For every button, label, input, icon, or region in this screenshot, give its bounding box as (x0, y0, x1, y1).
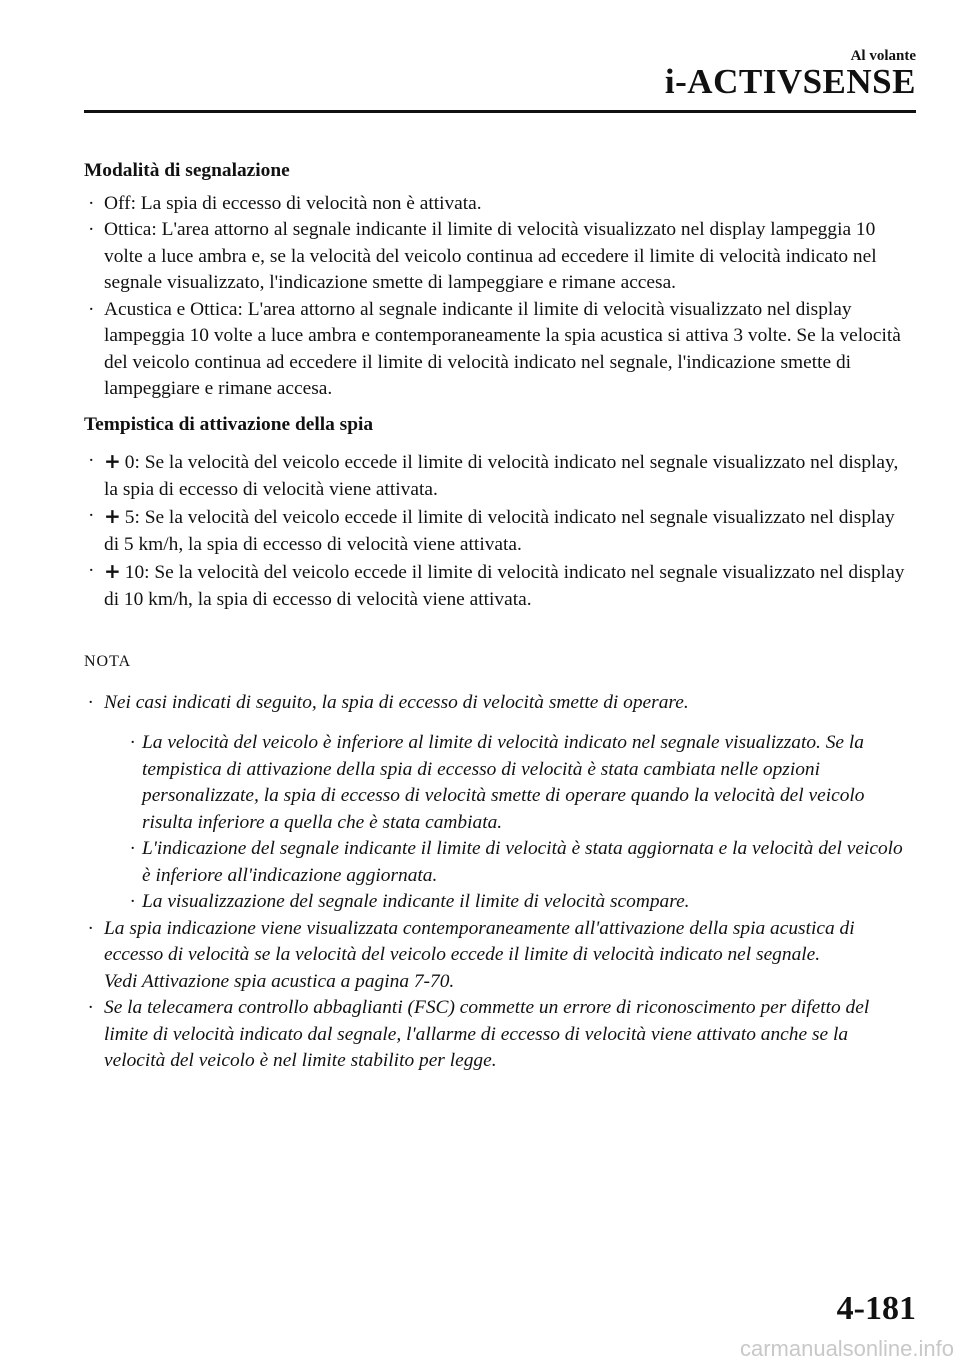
plus-icon: + (104, 559, 121, 583)
cross-reference: Vedi Attivazione spia acustica a pagina 7-70. (104, 970, 455, 992)
list-item: · La visualizzazione del segnale indicante il limite di velocità scompare. (130, 891, 690, 912)
list-item-text: La visualizzazione del segnale indicante il limite di velocità scompare. (142, 891, 690, 912)
modalita-list (84, 191, 914, 403)
note-title: NOTA (84, 653, 132, 670)
tempistica-list (84, 448, 914, 613)
heading-tempistica: Tempistica di attivazione della spia (84, 413, 374, 435)
list-item-text: La spia indicazione viene visualizzata contemporaneamente all'attivazione della spia acustica di eccesso di velocità se la velocità del veicolo eccede il limite di velocità indicato nel segnale. (104, 917, 855, 965)
header-divider (84, 110, 916, 113)
list-item: · Nei casi indicati di seguito, la spia di eccesso di velocità smette di operare. · La velocità del veicolo è inferiore al limite di velocità indicato nel segnale visualizzato. Se la tempistica di attivazione della spia di eccesso di velocità è stata cambiata nelle opzioni personalizzate, la spia di eccesso di velocità smette di operare quando la velocità del veicolo risulta inferiore a quella che è stata cambiata. · L'indicazione del segnale indicante il limite di velocità è stata aggiornata e la velocità del veicolo è inferiore all'indicazione aggiornata. · La visualizzazione del segnale indicante il limite di velocità scompare. (84, 690, 914, 916)
list-item-text: L'indicazione del segnale indicante il limite di velocità è stata aggiornata e la velocità del veicolo è inferiore all'indicazione aggiornata. (142, 838, 903, 886)
note-sublist (104, 730, 914, 916)
list-item: · Ottica: L'area attorno al segnale indicante il limite di velocità visualizzato nel display lampeggia 10 volte a luce ambra e, se la velocità del veicolo continua ad eccedere il limite di velocità indicato nel segnale visualizzato, l'indicazione smette di lampeggiare e rimane accesa. (88, 219, 877, 293)
page-title: i-ACTIVSENSE (664, 62, 916, 101)
list-item-text: 0: Se la velocità del veicolo eccede il limite di velocità indicato nel segnale visualizzato nel display, la spia di eccesso di velocità viene attivata. (104, 452, 899, 500)
list-item-text: Off: La spia di eccesso di velocità non è attivata. (104, 192, 482, 214)
list-item: · + 0: Se la velocità del veicolo eccede il limite di velocità indicato nel segnale visualizzato nel display, la spia di eccesso di velocità viene attivata. (88, 449, 899, 500)
list-item: · La spia indicazione viene visualizzata contemporaneamente all'attivazione della spia acustica di eccesso di velocità se la velocità del veicolo eccede il limite di velocità indicato nel segnale. Vedi Attivazione spia acustica a pagina 7-70. (88, 917, 855, 992)
note-list (84, 690, 914, 1075)
list-item: · Se la telecamera controllo abbaglianti (FSC) commette un errore di riconoscimento per difetto del limite di velocità indicato dal segnale, l'allarme di eccesso di velocità viene attivato anche se la velocità del veicolo è nel limite stabilito per legge. (88, 997, 870, 1071)
list-item-text: 5: Se la velocità del veicolo eccede il limite di velocità indicato nel segnale visualizzato nel display di 5 km/h, la spia di eccesso di velocità viene attivata. (104, 507, 895, 555)
plus-icon: + (104, 449, 121, 473)
section-label: Al volante (850, 48, 916, 64)
page-number: 4-181 (836, 1290, 916, 1327)
list-item-text: 10: Se la velocità del veicolo eccede il limite di velocità indicato nel segnale visualizzato nel display di 10 km/h, la spia di eccesso di velocità viene attivata. (104, 562, 905, 610)
list-item-text: Se la telecamera controllo abbaglianti (FSC) commette un errore di riconoscimento per difetto del limite di velocità indicato dal segnale, l'allarme di eccesso di velocità viene attivato anche se la velocità del veicolo è nel limite stabilito per legge. (104, 997, 870, 1071)
list-item-text: Nei casi indicati di seguito, la spia di eccesso di velocità smette di operare. (104, 691, 689, 713)
list-item-text: Ottica: L'area attorno al segnale indicante il limite di velocità visualizzato nel display lampeggia 10 volte a luce ambra e, se la velocità del veicolo continua ad eccedere il limite di velocità indicato nel segnale visualizzato, l'indicazione smette di lampeggiare e rimane accesa. (104, 219, 877, 293)
list-item: · La velocità del veicolo è inferiore al limite di velocità indicato nel segnale visualizzato. Se la tempistica di attivazione della spia di eccesso di velocità è stata cambiata nelle opzioni personalizzate, la spia di eccesso di velocità smette di operare quando la velocità del veicolo risulta inferiore a quella che è stata cambiata. (130, 732, 865, 833)
list-item: · + 5: Se la velocità del veicolo eccede il limite di velocità indicato nel segnale visualizzato nel display di 5 km/h, la spia di eccesso di velocità viene attivata. (88, 504, 895, 555)
list-item: · L'indicazione del segnale indicante il limite di velocità è stata aggiornata e la velocità del veicolo è inferiore all'indicazione aggiornata. (130, 838, 903, 886)
list-item-text: Acustica e Ottica: L'area attorno al segnale indicante il limite di velocità visualizzato nel display lampeggia 10 volte a luce ambra e contemporaneamente la spia acustica si attiva 3 volte. Se la velocità del veicolo continua ad eccedere il limite di velocità indicato nel segnale, l'indicazione smette di lampeggiare e rimane accesa. (104, 298, 901, 399)
list-item: · + 10: Se la velocità del veicolo eccede il limite di velocità indicato nel segnale visualizzato nel display di 10 km/h, la spia di eccesso di velocità viene attivata. (88, 559, 905, 610)
note-box (84, 649, 914, 1075)
heading-modalita: Modalità di segnalazione (84, 160, 290, 181)
main-content (84, 158, 914, 1075)
list-item: · Acustica e Ottica: L'area attorno al segnale indicante il limite di velocità visualizzato nel display lampeggia 10 volte a luce ambra e contemporaneamente la spia acustica si attiva 3 volte. Se la velocità del veicolo continua ad eccedere il limite di velocità indicato nel segnale, l'indicazione smette di lampeggiare e rimane accesa. (88, 298, 901, 399)
plus-icon: + (104, 504, 121, 528)
list-item-text: La velocità del veicolo è inferiore al limite di velocità indicato nel segnale visualizzato. Se la tempistica di attivazione della spia di eccesso di velocità è stata cambiata nelle opzioni personalizzate, la spia di eccesso di velocità smette di operare quando la velocità del veicolo risulta inferiore a quella che è stata cambiata. (142, 732, 865, 833)
list-item: · Off: La spia di eccesso di velocità non è attivata. (88, 192, 482, 214)
watermark: carmanualsonline.info (739, 1336, 954, 1361)
